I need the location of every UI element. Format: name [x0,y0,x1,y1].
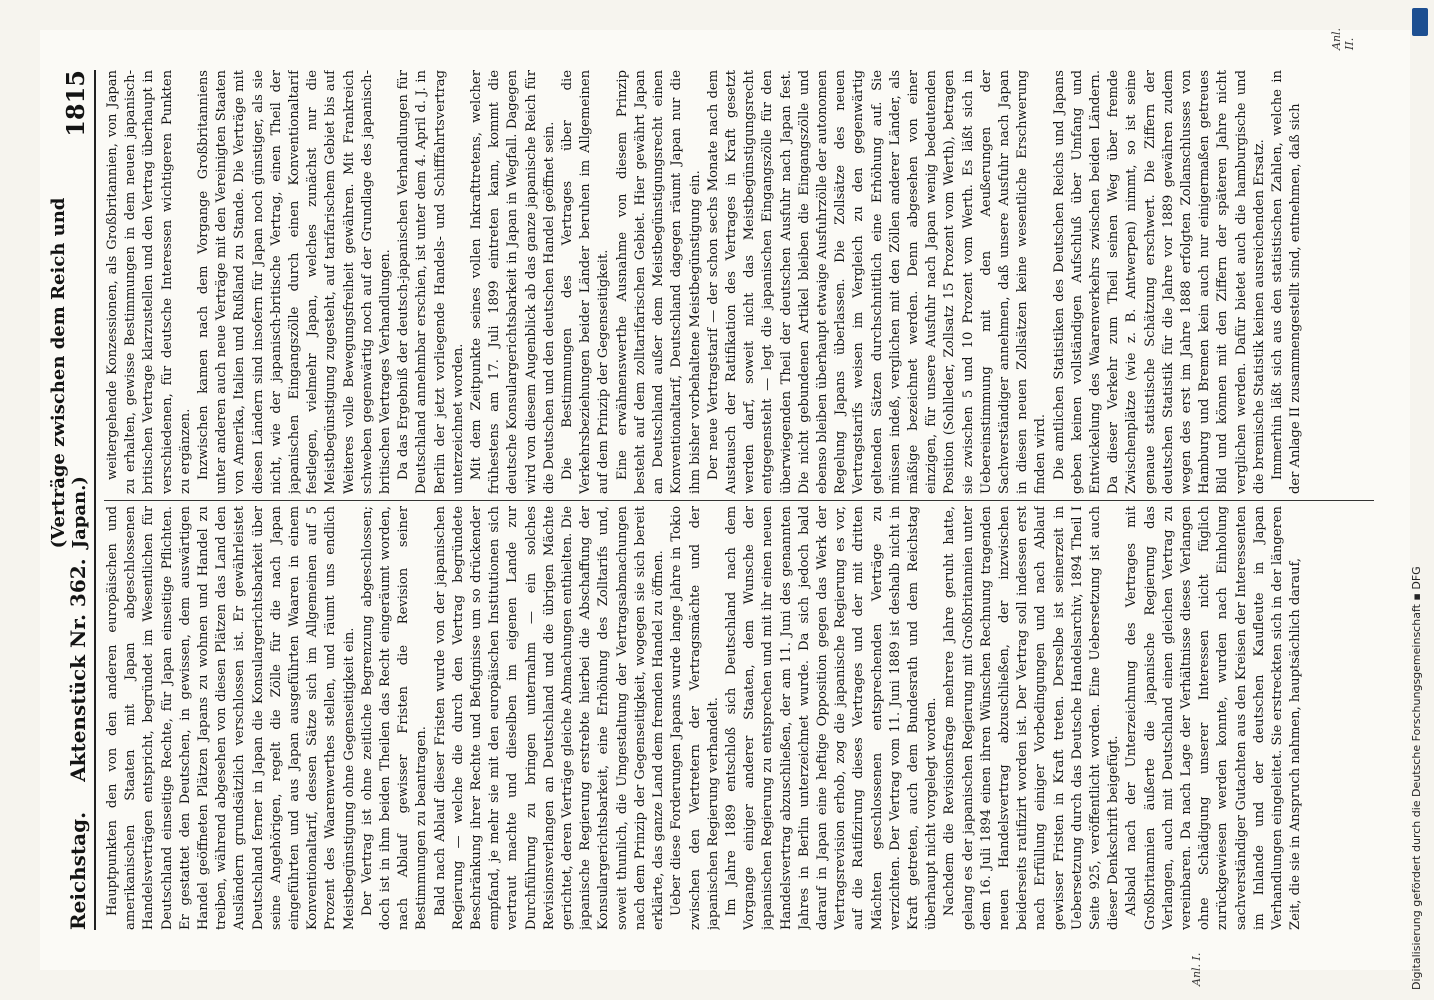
paragraph: Die amtlichen Statistiken des Deutschen Reichs und Japans geben keinen vollständigen Aufschluß über Umfang und Entwickelung des Waarenverkehrs zwischen beiden Ländern. Da dieser Verkehr zum Theil seinen Weg über fremde Zwischenplätze (wie z. B. Antwerpen) nimmt, so ist seine genaue statistische Schätzung erschwert. Die Ziffern der deutschen Statistik für die Jahre vor 1889 gewähren zudem wegen des erst im Jahre 1888 erfolgten Zollanschlusses von Hamburg und Bremen kein auch nur einigermaßen getreues Bild und können mit den Ziffern der späteren Jahre nicht verglichen werden. Dafür bietet auch die hamburgische und die bremische Statistik keinen ausreichenden Ersatz. [1051,70,1267,494]
paragraph: Ueber diese Forderungen Japans wurde lange Jahre in Tokio zwischen den Vertretern der Vertragsmächte und der japanischen Regierung verhandelt. [669,506,721,930]
margin-note-anlage-1: Anl. I. [1190,952,1203,986]
paragraph: Immerhin läßt sich aus den statistischen Zahlen, welche in der Anlage II zusammengestellt sind, entnehmen, daß sich [1270,70,1304,494]
paragraph: Im Jahre 1889 entschloß sich Deutschland nach dem Vorgange einiger anderer Staaten, dem Wunsche der japanischen Regierung zu entsprechen und mit ihr einen neuen Handelsvertrag abzuschließen, der am 11. Juni des genannten Jahres in Berlin unterzeichnet wurde. Da sich jedoch bald darauf in Japan eine heftige Opposition gegen das Werk der Vertragsrevision erhob, zog die japanische Regierung es vor, auf die Ratifizirung dieses Vertrages und der mit dritten Mächten geschlossenen entsprechenden Verträge zu verzichten. Der Vertrag vom 11. Juni 1889 ist deshalb nicht in Kraft getreten, auch dem Bundesrath und dem Reichstag überhaupt nicht vorgelegt worden. [723,506,940,930]
dfg-logo-icon [1412,8,1428,36]
paragraph: Bald nach Ablauf dieser Fristen wurde von der japanischen Regierung — welche die durch den Vertrag begründete Beschränkung ihrer Rechte und Befugnisse um so drückender empfand, je mehr sie mit den europäischen Institutionen sich vertraut machte und dieselben im eigenen Lande zur Durchführung zu bringen unternahm — ein solches Revisionsverlangen an Deutschland und die übrigen Mächte gerichtet, deren Verträge gleiche Abmachungen enthielten. Die japanische Regierung erstrebte hierbei die Abschaffung der Konsulargerichtsbarkeit, eine Erhöhung des Zolltarifs und, soweit thunlich, die Umgestaltung der Vertragsabmachungen nach dem Prinzip der Gegenseitigkeit, wogegen sie sich bereit erklärte, das ganze Land dem fremden Handel zu öffnen. [432,506,667,930]
paragraph: Der Vertrag ist ohne zeitliche Begrenzung abgeschlossen; doch ist in ihm beiden Theilen das Recht eingeräumt worden, nach Ablauf gewisser Fristen die Revision seiner Bestimmungen zu beantragen. [359,506,430,930]
paragraph: Hauptpunkten den von den anderen europäischen und amerikanischen Staaten mit Japan abgeschlossenen Handelsverträgen entspricht, begründet im Wesentlichen für Deutschland einseitige Rechte, für Japan einseitige Pflichten. Er gestattet den Deutschen, in gewissen, dem auswärtigen Handel geöffneten Plätzen Japans zu wohnen und Handel zu treiben, während abgesehen von diesen Plätzen das Land den Ausländern grundsätzlich verschlossen ist. Er gewährleistet Deutschland ferner in Japan die Konsulargerichtsbarkeit über seine Angehörigen, regelt die Zölle für die nach Japan eingeführten und aus Japan ausgeführten Waaren in einem Konventionaltarif, dessen Sätze sich im Allgemeinen auf 5 Prozent des Waarenwerthes stellen, und räumt uns endlich Meistbegünstigung ohne Gegenseitigkeit ein. [105,506,357,930]
page-number: 1815 [61,70,90,137]
header-description: (Verträge zwischen dem Reich und Japan.) [48,197,90,549]
header-reichstag: Reichstag. [66,811,90,930]
paragraph: Alsbald nach der Unterzeichnung des Vertrages mit Großbritannien äußerte die japanische Regierung das Verlangen, auch mit Deutschland einen gleichen Vertrag zu vereinbaren. Da nach Lage der Verhältnisse dieses Verlangen ohne Schädigung unserer Interessen nicht füglich zurückgewiesen werden konnte, wurden nach Einholung sachverständiger Gutachten aus den Kreisen der Interessenten im Inlande und der deutschen Kaufleute in Japan Verhandlungen eingeleitet. Sie erstreckten sich in der längeren Zeit, die sie in Anspruch nahmen, hauptsächlich darauf, [1124,506,1304,930]
column-divider [104,500,1374,501]
paragraph: Mit dem Zeitpunkte seines vollen Inkrafttretens, welcher frühestens am 17. Juli 1899 eintreten kann, kommt die deutsche Konsulargerichtsbarkeit in Japan in Wegfall. Dagegen wird von diesem Augenblick ab das ganze japanische Reich für die Deutschen und den deutschen Handel geöffnet sein. [469,70,557,494]
text-column-right [104,70,1374,494]
paragraph: Der neue Vertragstarif — der schon sechs Monate nach dem Austausch der Ratifikation des Vertrages in Kraft gesetzt werden darf, soweit nicht das Meistbegünstigungsrecht entgegensteht — legt die japanischen Eingangszölle für den überwiegenden Theil der deutschen Ausfuhr nach Japan fest. Die nicht gebundenen Artikel bleiben die Eingangszölle und ebenso bleiben überhaupt etwaige Ausfuhrzölle der autonomen Regelung Japans überlassen. Die Zollsätze des neuen Vertragstarifs weisen im Vergleich zu den gegenwärtig geltenden Sätzen durchschnittlich eine Erhöhung auf. Sie müssen indeß, verglichen mit den Zöllen anderer Länder, als mäßige bezeichnet werden. Denn abgesehen von einer einzigen, für unsere Ausfuhr nach Japan wenig bedeutenden Position (Sohlleder, Zollsatz 15 Prozent vom Werth), betragen sie zwischen 5 und 10 Prozent vom Werth. Es läßt sich in Uebereinstimmung mit den Aeußerungen der Sachverständiger annehmen, daß unsere Ausfuhr nach Japan in diesen neuen Zollsätzen keine wesentliche Erschwerung finden wird. [705,70,1049,494]
paragraph: Da das Ergebniß der deutsch-japanischen Verhandlungen für Deutschland annehmbar erschien, ist unter dem 4. April d. J. in Berlin der jetzt vorliegende Handels- und Schifffahrtsvertrag unterzeichnet worden. [396,70,466,494]
paragraph: weitergehende Konzessionen, als Großbritannien, von Japan zu erhalten, gewisse Bestimmungen in dem neuen japanisch-britischen Vertrage klarzustellen und den Vertrag überhaupt in verschiedenen, für deutsche Interessen wichtigeren Punkten zu ergänzen. [105,70,193,494]
paragraph: Nachdem die Revisionsfrage mehrere Jahre geruht hatte, gelang es der japanischen Regierung mit Großbritannien unter dem 16. Juli 1894 einen ihren Wünschen Rechnung tragenden neuen Handelsvertrag abzuschließen, der inzwischen beiderseits ratifizirt worden ist. Der Vertrag soll indessen erst nach Erfüllung einiger Vorbedingungen und nach Ablauf gewisser Fristen in Kraft treten. Derselbe ist seinerzeit in Uebersetzung durch das Deutsche Handelsarchiv, 1894 Theil I Seite 925, veröffentlicht worden. Eine Uebersetzung ist auch dieser Denkschrift beigefügt. [942,506,1122,930]
digitization-caption: Digitalisierung gefördert durch die Deutsche Forschungsgemeinschaft ▪ DFG [1410,566,1423,990]
margin-note-anlage-2: Anl. II. [1330,27,1356,50]
page-header [50,70,96,930]
paragraph: Inzwischen kamen nach dem Vorgange Großbritanniens unter anderen auch neue Verträge mit den Vereinigten Staaten von Amerika, Italien und Rußland zu Stande. Die Verträge mit diesen Ländern sind insofern für Japan noch günstiger, als sie nicht, wie der japanisch-britische Vertrag, einen Theil der japanischen Eingangszölle durch einen Konventionaltarif festlegen, vielmehr Japan, welches zunächst nur die Meistbegünstigung zugesteht, auf tarifarischem Gebiet bis auf Weiteres volle Bewegungsfreiheit gewähren. Mit Frankreich schweben gegenwärtig noch auf der Grundlage des japanisch-britischen Vertrages Verhandlungen. [196,70,394,494]
paragraph: Eine erwähnenswerthe Ausnahme von diesem Prinzip besteht auf dem zolltarifarischen Gebiet. Hier gewährt Japan an Deutschland außer dem Meistbegünstigungsrecht einen Konventionaltarif, Deutschland dagegen räumt Japan nur die ihm bisher vorbehaltene Meistbegünstigung ein. [614,70,703,494]
text-column-left [104,506,1374,930]
document-page [40,27,1410,986]
side-caption-strip [1406,10,1428,990]
paragraph: Die Bestimmungen des Vertrages über die Verkehrsbeziehungen beider Länder beruhen im Allgemeinen auf dem Prinzip der Gegenseitigkeit. [560,70,612,494]
header-actenstueck: Aktenstück Nr. 362. [66,558,90,782]
